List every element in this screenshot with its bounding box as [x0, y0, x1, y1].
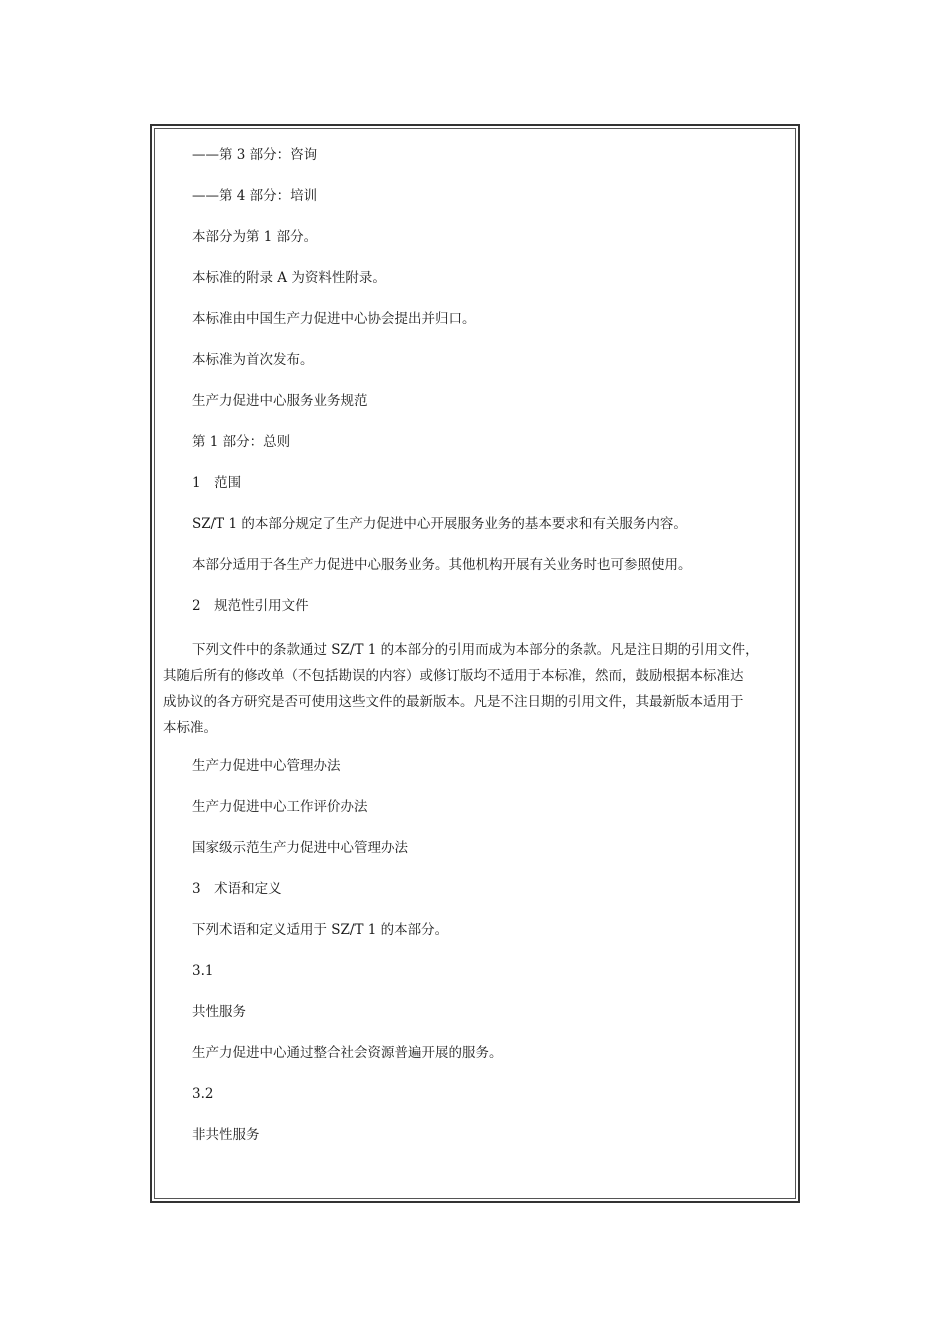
document-title: 生产力促进中心服务业务规范	[192, 393, 368, 409]
reference-item: 生产力促进中心管理办法	[192, 758, 341, 774]
text-this-part: 本部分为第 1 部分。	[192, 229, 318, 245]
term-definition: 生产力促进中心通过整合社会资源普遍开展的服务。	[192, 1045, 503, 1061]
paragraph-line: 下列文件中的条款通过 SZ/T 1 的本部分的引用而成为本部分的条款。凡是注日期的引用文件，	[192, 642, 759, 658]
text-appendix: 本标准的附录 A 为资料性附录。	[192, 270, 386, 286]
list-item-part-3: ——第 3 部分：咨询	[192, 147, 318, 163]
section-heading-terms: 3 术语和定义	[192, 881, 282, 897]
term-name: 共性服务	[192, 1004, 246, 1020]
list-item-part-4: ——第 4 部分：培训	[192, 188, 318, 204]
document-body	[163, 145, 785, 1166]
text-scope-content: SZ/T 1 的本部分规定了生产力促进中心开展服务业务的基本要求和有关服务内容。	[192, 516, 687, 532]
paragraph-line: 其随后所有的修改单（不包括勘误的内容）或修订版均不适用于本标准，然而，鼓励根据本标准达	[163, 668, 744, 684]
paragraph-line: 成协议的各方研究是否可使用这些文件的最新版本。凡是不注日期的引用文件，其最新版本适用于	[163, 694, 744, 710]
paragraph-normative-references	[163, 637, 785, 741]
section-heading-scope: 1 范围	[192, 475, 242, 491]
text-scope-applicability: 本部分适用于各生产力促进中心服务业务。其他机构开展有关业务时也可参照使用。	[192, 557, 692, 573]
paragraph-line: 本标准。	[163, 720, 217, 736]
text-first-release: 本标准为首次发布。	[192, 352, 314, 368]
reference-item: 国家级示范生产力促进中心管理办法	[192, 840, 408, 856]
section-heading-normative-references: 2 规范性引用文件	[192, 598, 309, 614]
text-terms-intro: 下列术语和定义适用于 SZ/T 1 的本部分。	[192, 922, 449, 938]
term-name: 非共性服务	[192, 1127, 260, 1143]
term-number: 3.2	[192, 1086, 214, 1102]
term-number: 3.1	[192, 963, 214, 979]
document-subtitle: 第 1 部分：总则	[192, 434, 291, 450]
text-proposed-by: 本标准由中国生产力促进中心协会提出并归口。	[192, 311, 476, 327]
reference-item: 生产力促进中心工作评价办法	[192, 799, 368, 815]
